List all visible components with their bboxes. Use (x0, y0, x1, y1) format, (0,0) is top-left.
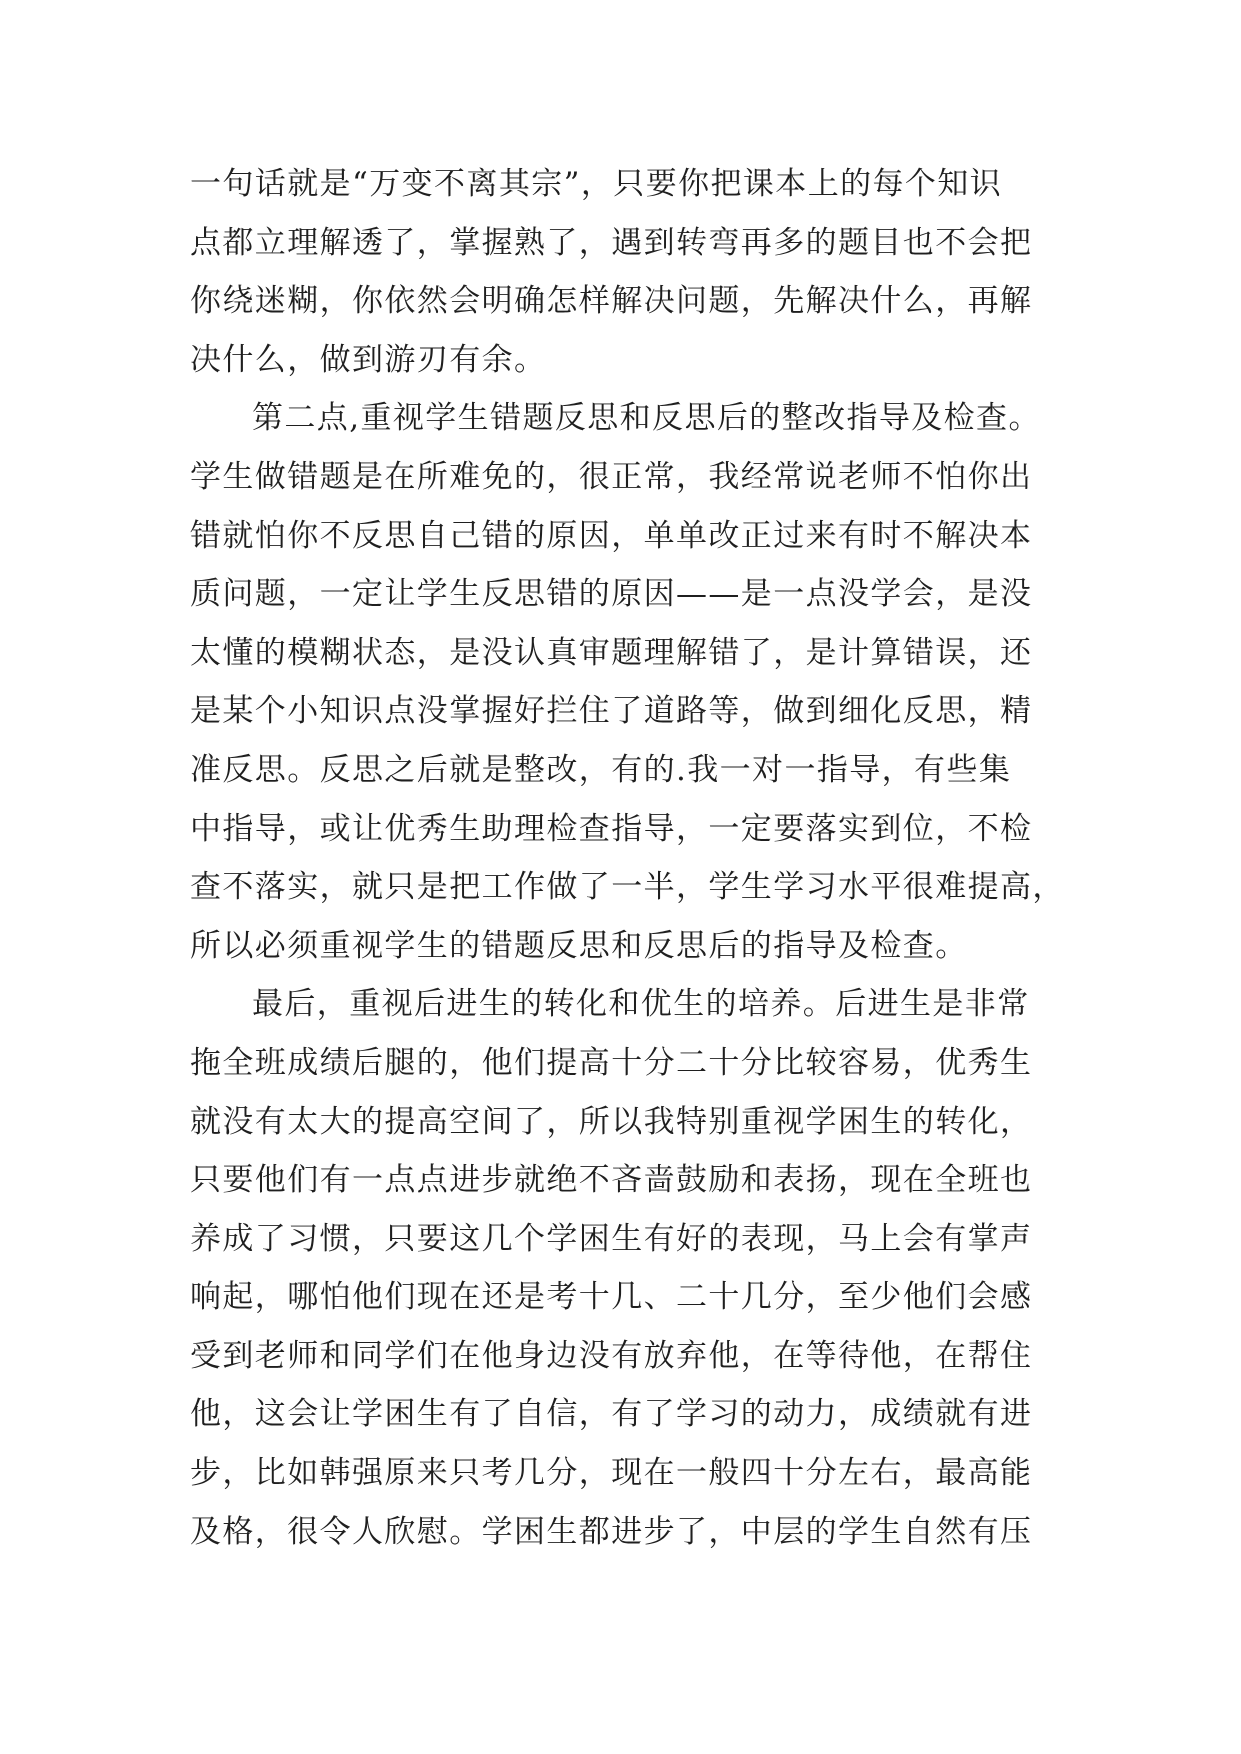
text-line: 一句话就是“万变不离其宗”，只要你把课本上的每个知识 (190, 166, 1003, 202)
text-line: 中指导，或让优秀生助理检查指导，一定要落实到位，不检 (190, 810, 1033, 847)
text-line: 是某个小知识点没掌握好拦住了道路等，做到细化反思，精 (190, 693, 1033, 730)
text-line: 受到老师和同学们在他身边没有放弃他，在等待他，在帮住 (190, 1337, 1033, 1374)
text-line: 步，比如韩强原来只考几分，现在一般四十分左右，最高能 (190, 1455, 1033, 1492)
text-line: 你绕迷糊，你依然会明确怎样解决问题，先解决什么，再解 (190, 283, 1033, 320)
text-line: 他，这会让学困生有了自信，有了学习的动力，成绩就有进 (190, 1396, 1033, 1433)
text-line: 错就怕你不反思自己错的原因，单单改正过来有时不解决本 (190, 517, 1033, 554)
paragraph-start-line: 最后，重视后进生的转化和优生的培养。后进生是非常 (252, 986, 1030, 1023)
text-line: 质问题，一定让学生反思错的原因——是一点没学会，是没 (190, 576, 1033, 613)
text-line: 太懂的模糊状态，是没认真审题理解错了，是计算错误，还 (190, 634, 1033, 671)
text-line: 响起，哪怕他们现在还是考十几、二十几分，至少他们会感 (190, 1279, 1033, 1316)
paragraph-start-line: 第二点,重视学生错题反思和反思后的整改指导及检查。 (252, 400, 1041, 437)
text-line: 准反思。反思之后就是整改，有的.我一对一指导，有些集 (190, 751, 1012, 788)
text-line: 养成了习惯，只要这几个学困生有好的表现，马上会有掌声 (190, 1220, 1033, 1257)
text-line: 就没有太大的提高空间了，所以我特别重视学困生的转化， (190, 1103, 1033, 1140)
body-text (190, 155, 1065, 1561)
text-line: 点都立理解透了，掌握熟了，遇到转弯再多的题目也不会把 (190, 224, 1033, 261)
text-line: 查不落实，就只是把工作做了一半，学生学习水平很难提高， (190, 869, 1065, 906)
text-line: 及格，很令人欣慰。学困生都进步了，中层的学生自然有压 (190, 1513, 1033, 1550)
text-line: 拖全班成绩后腿的，他们提高十分二十分比较容易，优秀生 (190, 1044, 1033, 1081)
text-line: 决什么，做到游刃有余。 (190, 341, 547, 378)
text-line: 学生做错题是在所难免的，很正常，我经常说老师不怕你出 (190, 458, 1033, 495)
text-line: 只要他们有一点点进步就绝不吝啬鼓励和表扬，现在全班也 (190, 1162, 1033, 1199)
text-line: 所以必须重视学生的错题反思和反思后的指导及检查。 (190, 927, 968, 964)
